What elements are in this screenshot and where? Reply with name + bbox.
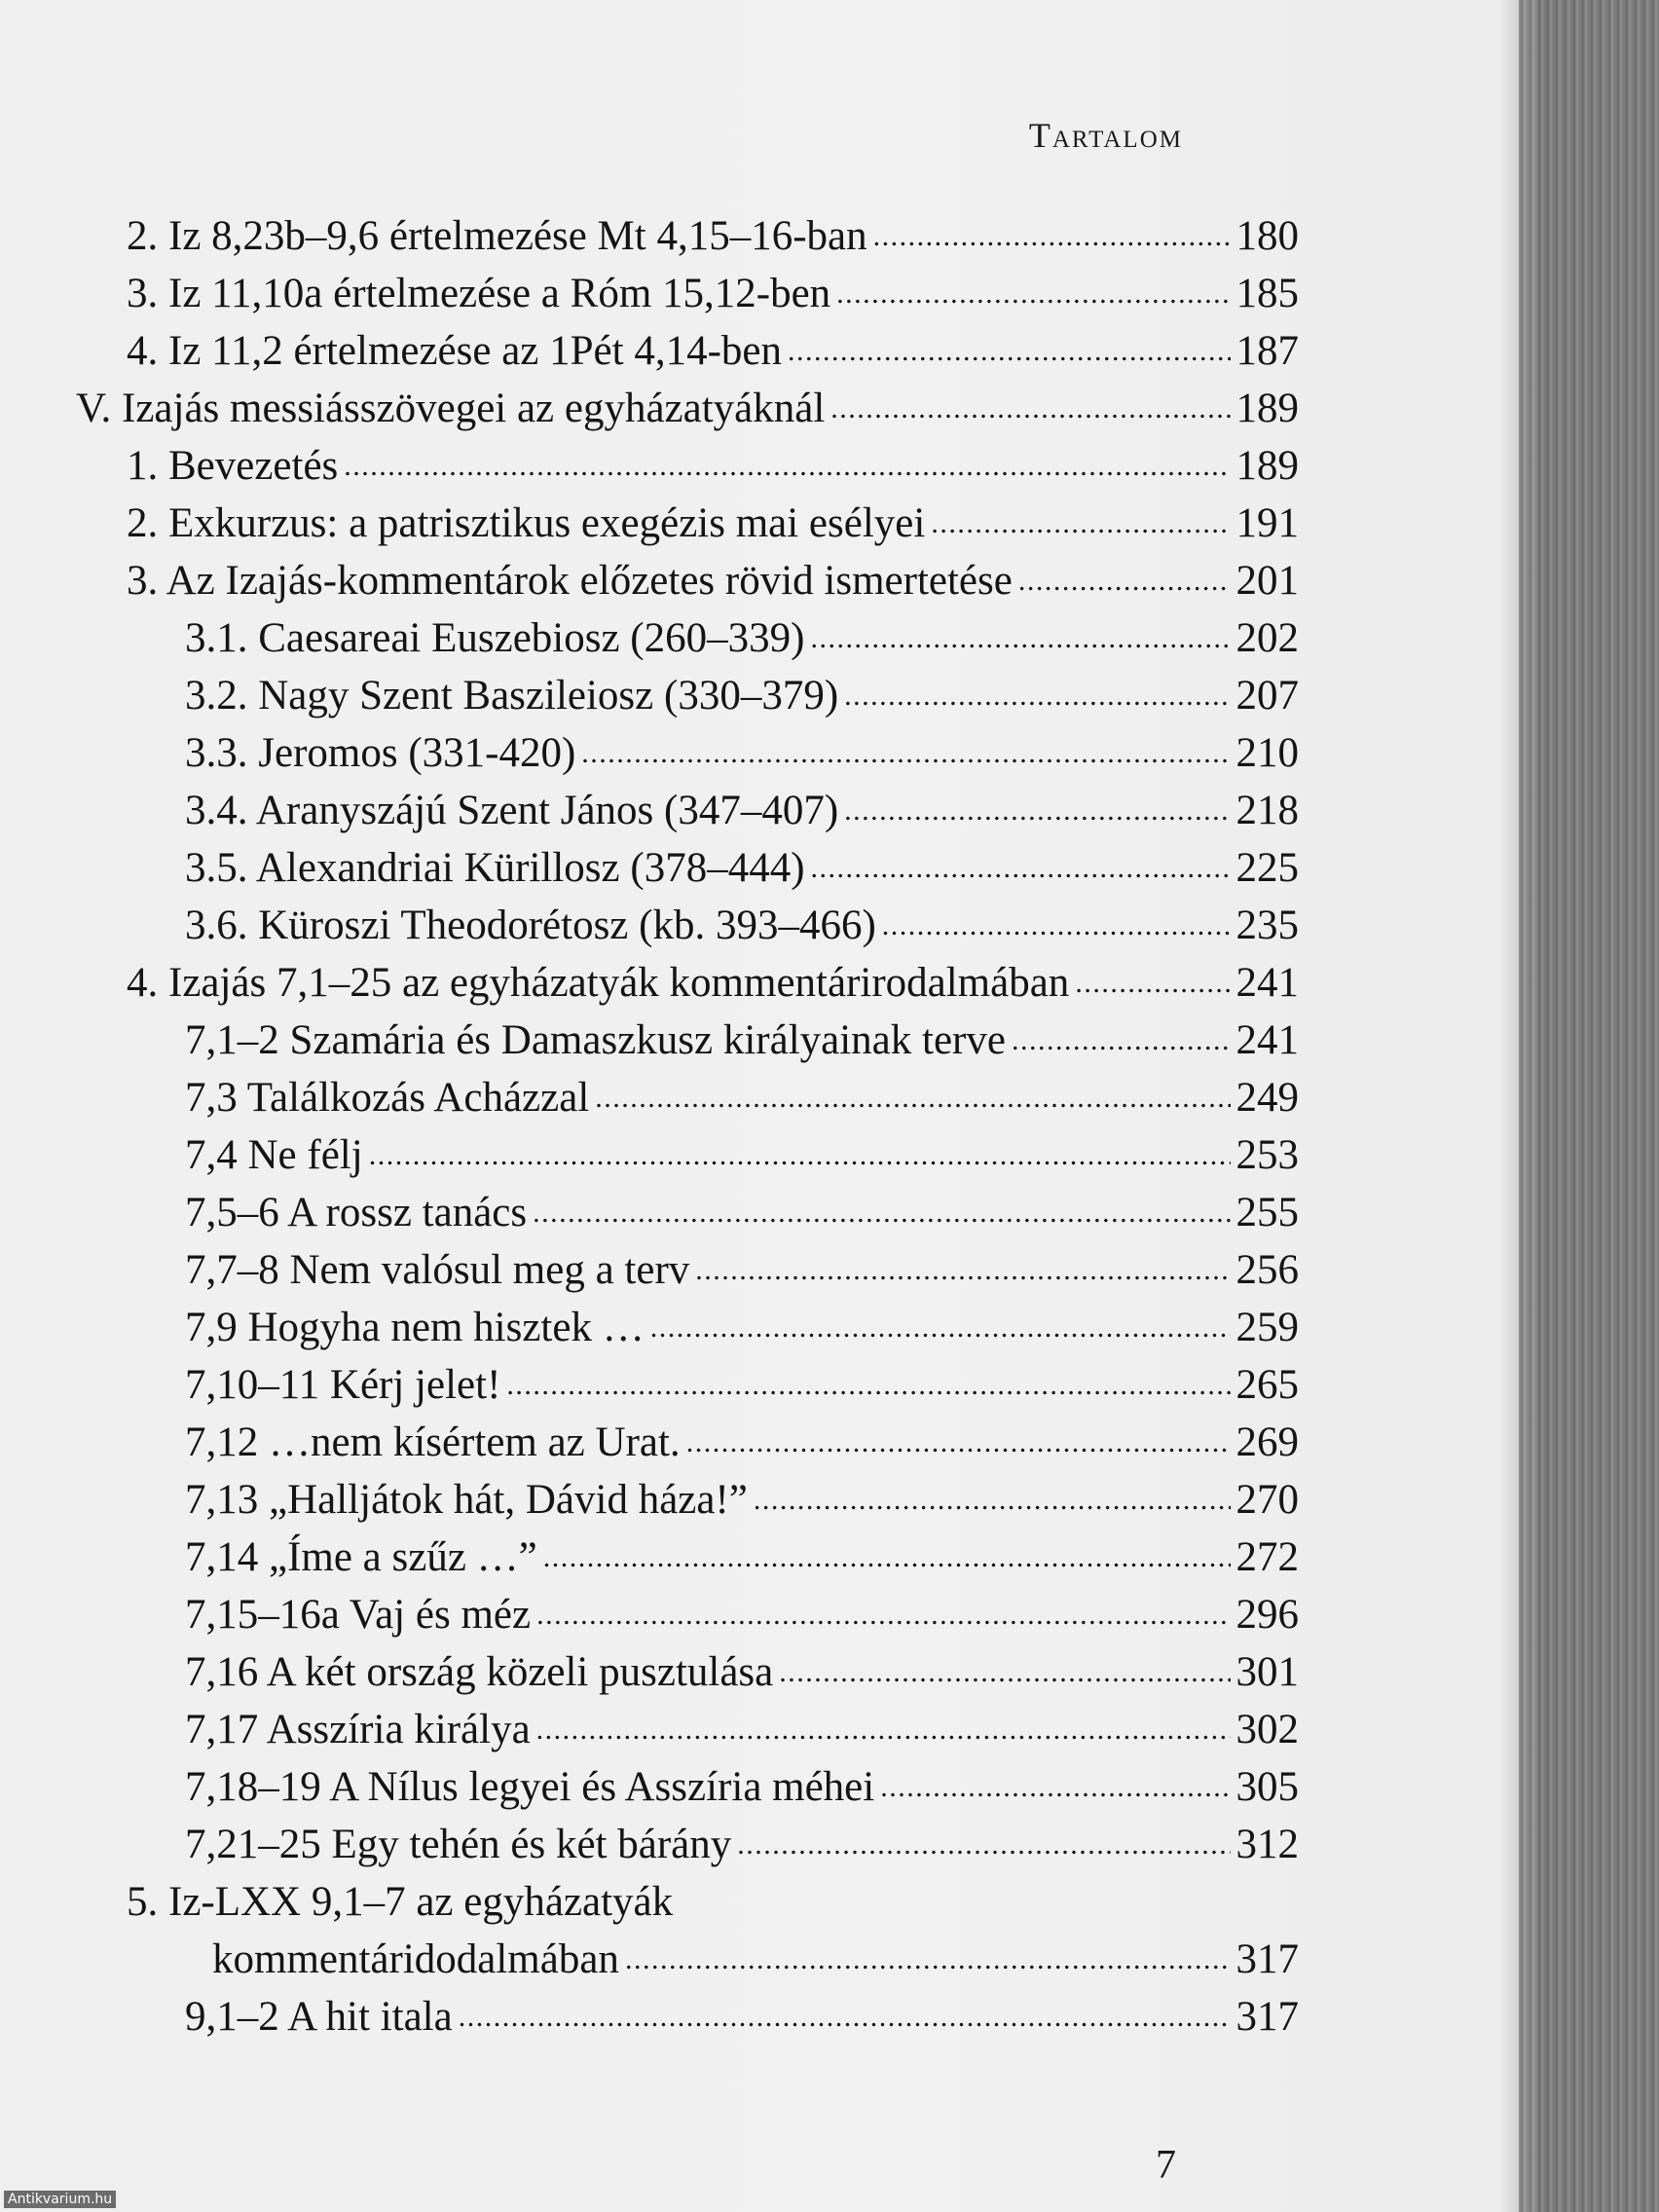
- toc-entry-page: 225: [1235, 845, 1299, 891]
- toc-entry-page: 270: [1235, 1477, 1299, 1523]
- toc-entry-title: 7,12 …nem kísértem az Urat.: [185, 1419, 681, 1465]
- next-page-edge: [1519, 0, 1659, 2212]
- toc-entry-title: 7,17 Asszíria királya: [185, 1707, 531, 1752]
- watermark: Antikvarium.hu: [4, 2191, 116, 2208]
- toc-entry-page: 256: [1235, 1247, 1299, 1293]
- leader-dots: [844, 668, 1230, 716]
- toc-entry: [76, 1361, 1299, 1419]
- leader-dots: [459, 1989, 1231, 2037]
- toc-entry: [76, 1476, 1299, 1533]
- toc-entry-page: 272: [1235, 1534, 1299, 1580]
- toc-entry: [76, 787, 1299, 844]
- toc-entry-title: V. Izajás messiásszövegei az egyházatyáknál: [76, 386, 826, 431]
- toc-entry-page: 218: [1235, 788, 1299, 833]
- toc-entry-title: 3.1. Caesareai Euszebiosz (260–339): [185, 615, 805, 661]
- toc-entry: [76, 385, 1299, 442]
- leader-dots: [695, 1242, 1230, 1290]
- leader-dots: [754, 1472, 1231, 1520]
- toc-entry-page: 296: [1235, 1592, 1299, 1638]
- toc-entry: [76, 1648, 1299, 1706]
- toc-entry-page: 241: [1235, 960, 1299, 1006]
- toc-entry-title: 7,10–11 Kérj jelet!: [185, 1362, 501, 1408]
- toc-entry: [76, 902, 1299, 959]
- leader-dots: [873, 208, 1231, 256]
- leader-dots: [788, 323, 1231, 371]
- toc-entry: [76, 1533, 1299, 1591]
- leader-dots: [625, 1932, 1231, 1979]
- toc-entry: [76, 1993, 1299, 2050]
- leader-dots: [536, 1587, 1230, 1635]
- toc-entry-title: 7,5–6 A rossz tanács: [185, 1190, 528, 1235]
- toc-entry-title: 7,14 „Íme a szűz …”: [185, 1534, 537, 1580]
- toc-entry: [76, 1304, 1299, 1361]
- leader-dots: [344, 438, 1230, 486]
- toc-entry: [76, 729, 1299, 787]
- toc-entry-page: 189: [1235, 443, 1299, 489]
- toc-entry-title: kommentáridodalmában: [212, 1936, 619, 1982]
- toc-entry-page: 317: [1235, 1936, 1299, 1982]
- toc-entry: [76, 1591, 1299, 1648]
- toc-entry-title: 2. Exkurzus: a patrisztikus exegézis mai esélyei: [127, 500, 926, 546]
- toc-entry: [76, 1763, 1299, 1821]
- toc-entry-page: 249: [1235, 1075, 1299, 1121]
- toc-entry-page: 191: [1235, 500, 1299, 546]
- toc-entry-title: 7,13 „Halljátok hát, Dávid háza!”: [185, 1477, 748, 1523]
- toc-entry-page: 301: [1235, 1649, 1299, 1695]
- toc-entry: [76, 1821, 1299, 1878]
- toc-entry: [76, 614, 1299, 672]
- leader-dots: [1012, 1013, 1231, 1060]
- toc-entry-page: 187: [1235, 328, 1299, 374]
- toc-entry-title: 7,1–2 Szamária és Damaszkusz királyainak terve: [185, 1017, 1006, 1063]
- toc-entry-title: 3.2. Nagy Szent Baszileiosz (330–379): [185, 673, 839, 719]
- leader-dots: [369, 1127, 1231, 1175]
- leader-dots: [533, 1185, 1230, 1233]
- toc-entry-title: 3.3. Jeromos (331-420): [185, 730, 576, 776]
- toc-entry-page: 312: [1235, 1822, 1299, 1867]
- toc-entry-page: 302: [1235, 1707, 1299, 1752]
- toc-entry-page: 235: [1235, 903, 1299, 948]
- toc-entry-title: 3.6. Küroszi Theodorétosz (kb. 393–466): [185, 903, 876, 948]
- leader-dots: [650, 1300, 1231, 1347]
- toc-entry-title: 7,16 A két ország közeli pusztulása: [185, 1649, 774, 1695]
- leader-dots: [836, 266, 1230, 313]
- toc-entry-page: 305: [1235, 1764, 1299, 1810]
- leader-dots: [686, 1415, 1231, 1462]
- leader-dots: [1018, 553, 1231, 601]
- leader-dots: [581, 725, 1230, 773]
- toc-entry-page: 253: [1235, 1132, 1299, 1178]
- toc-entry: [76, 499, 1299, 557]
- leader-dots: [844, 783, 1230, 830]
- toc-entry: [76, 1189, 1299, 1246]
- toc-entry: [76, 1936, 1299, 1993]
- toc-entry-title: 7,21–25 Egy tehén és két bárány: [185, 1822, 732, 1867]
- leader-dots: [737, 1817, 1230, 1864]
- toc-entry: [76, 1131, 1299, 1189]
- toc-entry: [76, 557, 1299, 614]
- toc-entry: [76, 959, 1299, 1016]
- leader-dots: [536, 1702, 1231, 1750]
- page-number: 7: [1156, 2143, 1176, 2188]
- toc-entry-title: 3. Iz 11,10a értelmezése a Róm 15,12-ben: [127, 271, 831, 316]
- toc-entry-title: 1. Bevezetés: [127, 443, 339, 489]
- toc-entry-title: 4. Iz 11,2 értelmezése az 1Pét 4,14-ben: [127, 328, 782, 374]
- leader-dots: [830, 381, 1230, 428]
- toc-entry: [76, 1016, 1299, 1074]
- toc-entry-title: 9,1–2 A hit itala: [185, 1994, 453, 2040]
- leader-dots: [811, 840, 1231, 888]
- toc-entry-title: 3. Az Izajás-kommentárok előzetes rövid ismertetése: [127, 558, 1013, 604]
- toc-entry: [76, 270, 1299, 327]
- toc-entry-title: 7,7–8 Nem valósul meg a terv: [185, 1247, 690, 1293]
- toc-entry: [76, 212, 1299, 270]
- toc-entry: [76, 1246, 1299, 1304]
- toc-entry-page: 180: [1235, 213, 1299, 259]
- toc-entry-page: 269: [1235, 1419, 1299, 1465]
- toc-entry-title: 5. Iz-LXX 9,1–7 az egyházatyák: [127, 1879, 674, 1925]
- toc-entry-page: 201: [1235, 558, 1299, 604]
- toc-entry-title: 7,9 Hogyha nem hisztek …: [185, 1305, 645, 1350]
- toc-entry-page: 202: [1235, 615, 1299, 661]
- running-head: Tartalom: [1028, 116, 1183, 155]
- toc-entry: [76, 1706, 1299, 1763]
- toc-entry-page: 317: [1235, 1994, 1299, 2040]
- toc-entry: [76, 844, 1299, 902]
- toc-entry: [76, 1074, 1299, 1131]
- leader-dots: [880, 1759, 1230, 1807]
- leader-dots: [543, 1530, 1231, 1577]
- leader-dots: [779, 1644, 1230, 1692]
- toc-entry-title: 7,15–16a Vaj és méz: [185, 1592, 532, 1638]
- toc-entry-page: 259: [1235, 1305, 1299, 1350]
- toc-entry-title: 4. Izajás 7,1–25 az egyházatyák kommentárirodalmában: [127, 960, 1070, 1006]
- toc-entry-title: 7,4 Ne félj: [185, 1132, 363, 1178]
- toc-entry-page: 185: [1235, 271, 1299, 316]
- toc-entry-page: 255: [1235, 1190, 1299, 1235]
- toc-entry: [76, 1878, 1299, 1936]
- toc-entry-page: 265: [1235, 1362, 1299, 1408]
- leader-dots: [931, 496, 1230, 543]
- toc-entry: [76, 442, 1299, 499]
- toc-entry-title: 3.4. Aranyszájú Szent János (347–407): [185, 788, 839, 833]
- toc-entry: [76, 327, 1299, 385]
- leader-dots: [810, 610, 1230, 658]
- leader-dots: [506, 1357, 1230, 1405]
- leader-dots: [595, 1070, 1230, 1118]
- toc-entry: [76, 672, 1299, 729]
- toc-entry-title: 2. Iz 8,23b–9,6 értelmezése Mt 4,15–16-ban: [127, 213, 867, 259]
- table-of-contents: [76, 212, 1299, 2050]
- toc-entry: [76, 1419, 1299, 1476]
- leader-dots: [882, 898, 1231, 945]
- toc-entry-title: 3.5. Alexandriai Kürillosz (378–444): [185, 845, 805, 891]
- toc-entry-title: 7,3 Találkozás Acházzal: [185, 1075, 590, 1121]
- toc-entry-page: 189: [1235, 386, 1299, 431]
- leader-dots: [1075, 955, 1230, 1003]
- toc-entry-title: 7,18–19 A Nílus legyei és Asszíria méhei: [185, 1764, 875, 1810]
- toc-entry-page: 210: [1235, 730, 1299, 776]
- toc-entry-page: 241: [1235, 1017, 1299, 1063]
- toc-entry-page: 207: [1235, 673, 1299, 719]
